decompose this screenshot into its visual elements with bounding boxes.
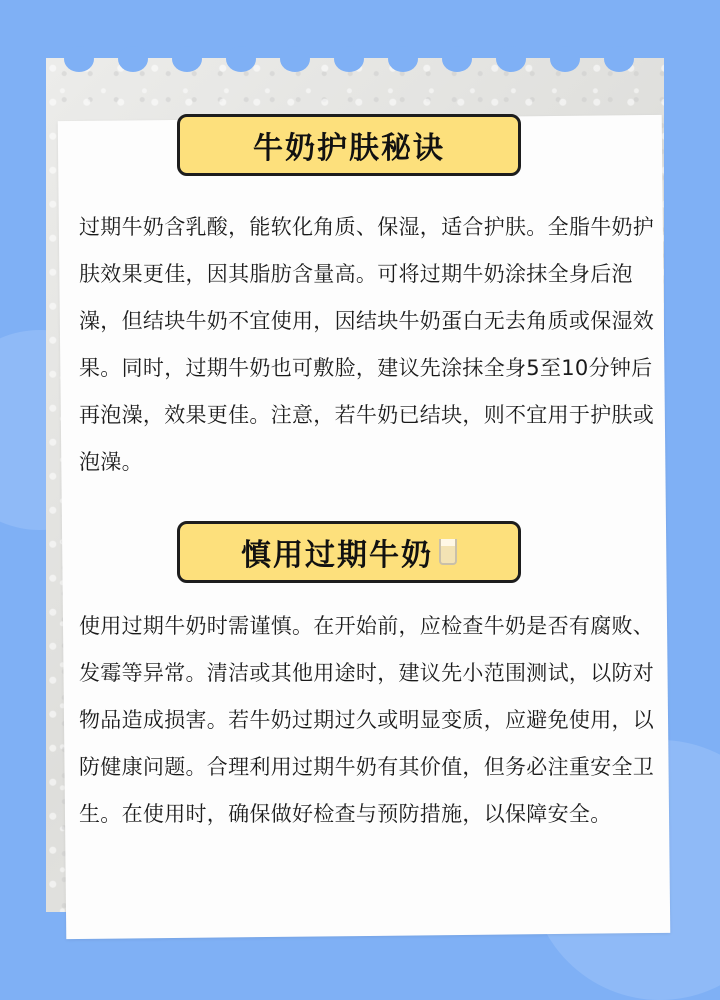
section-title-text: 牛奶护肤秘诀 <box>253 131 445 166</box>
milk-glass-icon <box>439 539 457 565</box>
notebook-hole <box>226 46 256 72</box>
notebook-hole <box>64 46 94 72</box>
notebook-hole <box>496 46 526 72</box>
notebook-hole <box>604 46 634 72</box>
notebook-hole <box>550 46 580 72</box>
notebook-hole <box>280 46 310 72</box>
section-title-caution <box>177 521 521 583</box>
notebook-hole <box>388 46 418 72</box>
section-paragraph-skincare: 过期牛奶含乳酸，能软化角质、保湿，适合护肤。全脂牛奶护肤效果更佳，因其脂肪含量高。可将过期牛奶涂抹全身后泡澡，但结块牛奶不宜使用，因结块牛奶蛋白无去角质或保湿效果。同时，过期牛奶也可敷脸，建议先涂抹全身5至10分钟后再泡澡，效果更佳。注意，若牛奶已结块，则不宜用于护肤或泡澡。 <box>79 215 655 474</box>
section-title-skincare <box>177 114 521 176</box>
notebook-hole <box>334 46 364 72</box>
section-paragraph-caution: 使用过期牛奶时需谨慎。在开始前，应检查牛奶是否有腐败、发霉等异常。清洁或其他用途时，建议先小范围测试，以防对物品造成损害。若牛奶过期过久或明显变质，应避免使用，以防健康问题。合理利用过期牛奶有其价值，但务必注重安全卫生。在使用时，确保做好检查与预防措施，以保障安全。 <box>79 614 655 826</box>
section-title-text: 慎用过期牛奶 <box>241 538 433 573</box>
notebook-hole <box>118 46 148 72</box>
notebook-hole <box>442 46 472 72</box>
notebook-hole <box>172 46 202 72</box>
notebook-holes <box>46 46 664 74</box>
